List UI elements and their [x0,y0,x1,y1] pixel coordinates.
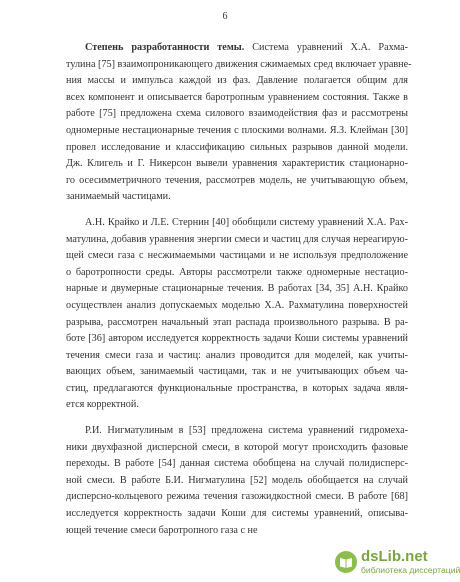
text-line: о баротропности среды. Авторы рассмотрели также одномерные нестацио- [66,266,408,278]
text-line: одномерные нестационарные течения с плоскими волнами. Я.З. Клейман [30] [66,124,408,136]
text-line: стиц, предлагаются функциональные пространства, в которых задача явля- [66,382,408,394]
text-line: вающих объем, занимаемый частицами, так и не учитывающих объем ча- [66,366,408,378]
text-line: щей смеси газа с несжимаемыми частицами и не используя предположение [66,250,408,262]
text-line: течения смеси газа и частиц: анализ проводится для моделей, как учиты- [66,349,408,361]
dslib-watermark[interactable] [335,541,460,582]
text-line: ющей течение смеси баротропного газа с не [66,524,258,536]
watermark-title: dsLib.net [361,547,428,565]
text-line [66,40,408,57]
text-line: А.Н. Крайко и Л.Е. Стернин [40] обобщили систему уравнений Х.А. Рах- [85,216,408,228]
section-heading: Степень разработанности темы. [85,42,245,53]
text-line: исследуется корректность задачи Коши для системы уравнений, описыва- [66,508,408,520]
book-icon [335,551,357,573]
text-line: осуществлен анализ допускаемых моделью Х.А. Рахматулина поверхностей [66,299,408,311]
page-number: 6 [222,11,228,22]
paragraph [66,215,408,414]
text-line: провел исследование и классификацию сильных разрывов данной модели. [66,141,408,153]
text-line: боте [36] автором исследуется корректность задачи Коши системы уравнений [66,333,408,345]
text-line: дисперсно-кольцевого режима течения газожидкостной смеси. В работе [68] [66,491,408,503]
text-line: ется корректной. [66,399,139,411]
text-line: разрыва, рассмотрен начальный этап распада произвольного разрыва. В ра- [66,316,408,328]
text-line: ной смеси. В работе Б.И. Нигматулина [52] модель обобщается на случай [66,474,408,486]
text-span: Система уравнений Х.А. Рахма- [244,42,408,53]
watermark-text [361,549,460,575]
text-line: ния массы и импульса каждой из фаз. Давление полагается общим для [66,75,408,87]
text-line: занимаемый частицами. [66,191,171,203]
body-text [66,40,412,548]
text-line: го осесимметричного течения, рассмотрев модель, не учитывающую объем, [66,174,408,186]
text-line: всех компонент и описывается баротропным уравнением состояния. Также в [66,91,408,103]
watermark-subtitle: библиотека диссертаций [361,564,460,575]
text-line: матулина, добавив уравнения энергии смеси и частиц для случая нереагирую- [66,233,408,245]
text-line: работе [75] предложена схема силового взаимодействия фаз и рассмотрены [66,108,408,120]
text-line: Дж. Клигель и Г. Никерсон вывели уравнения характеристик стационарно- [66,158,408,170]
text-line: ники двухфазной дисперсной смеси, в которой могут происходить фазовые [66,441,408,453]
text-line: нарные и двумерные стационарные течения. В работах [34, 35] А.Н. Крайко [66,283,408,295]
paragraph [66,40,412,206]
paragraph [66,423,408,539]
text-line: переходы. В работе [54] данная система обобщена на случай полидисперс- [66,458,408,470]
text-line: тулина [75] взаимопроникающего движения сжимаемых сред включает уравне- [66,58,412,70]
text-line: Р.И. Нигматулиным в [53] предложена система уравнений гидромеха- [85,425,408,437]
